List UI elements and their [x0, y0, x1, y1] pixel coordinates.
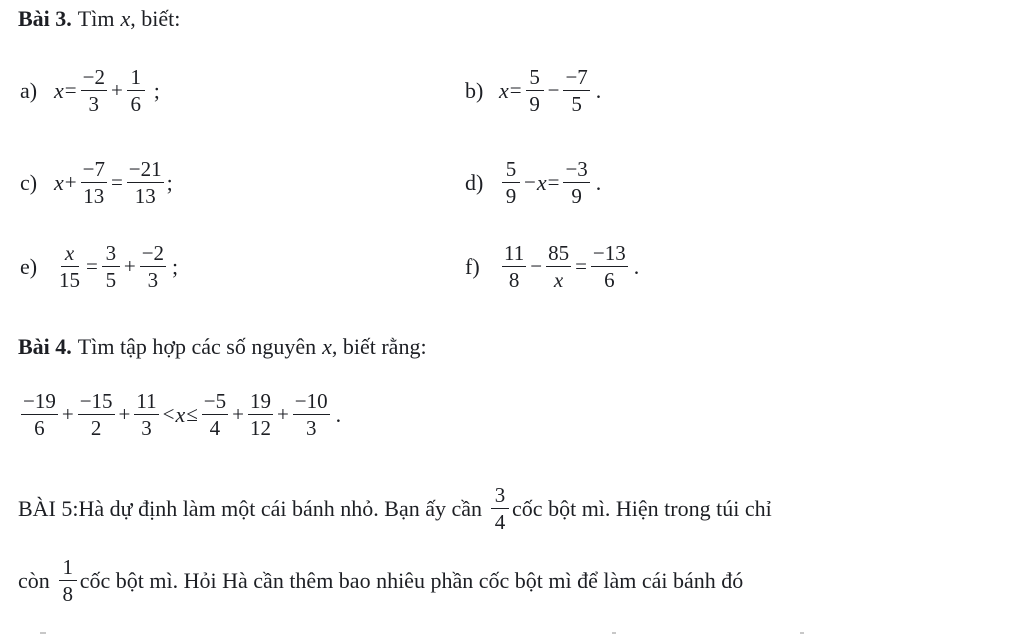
item-e-frac3: [140, 242, 166, 291]
item-c-x: x: [54, 169, 64, 195]
bai4-frac5: [248, 390, 273, 439]
bai5-frac2-num: 1: [59, 556, 77, 581]
item-b-frac1-den: 9: [529, 92, 540, 117]
bai3-title-text: Tìm: [77, 6, 115, 31]
item-f-frac1-den: 8: [508, 268, 520, 293]
bai4-title-text: Tìm tập hợp các số nguyên: [77, 334, 317, 359]
item-f-frac2-num: 85: [546, 242, 571, 267]
bai4-frac6-num: −10: [293, 390, 330, 415]
item-c-eq: =: [110, 170, 123, 195]
cutoff-mark: [612, 632, 616, 634]
item-b-minus: −: [547, 78, 560, 103]
bai4-plus4: +: [276, 402, 289, 427]
bai5-frac2: [59, 556, 77, 605]
bai4-frac4-den: 4: [209, 416, 221, 441]
item-d-x: x: [536, 169, 547, 195]
bai5-line2: [18, 556, 743, 605]
cutoff-mark: [800, 632, 804, 634]
item-d-eq: =: [547, 170, 560, 195]
item-f-frac2: [546, 242, 571, 291]
item-e-frac1-num: x: [61, 242, 79, 267]
item-f-frac3-num: −13: [591, 242, 628, 267]
item-e-frac2-den: 5: [105, 268, 117, 293]
bai3-title: [18, 6, 180, 32]
bai5-line1-end: cốc bột mì. Hiện trong túi chỉ: [512, 495, 772, 521]
item-a-eq: =: [64, 78, 77, 103]
item-f-minus: −: [530, 254, 543, 279]
item-f-eq: =: [575, 254, 587, 279]
bai3-item-e: [20, 242, 178, 291]
item-f-frac2-den: x: [553, 268, 564, 293]
item-a-frac1-den: 3: [88, 92, 100, 117]
bai5-frac2-den: 8: [62, 582, 74, 607]
bai5-frac1: [491, 484, 509, 533]
bai4-frac4-num: −5: [202, 390, 228, 415]
bai4-frac3: [134, 390, 158, 439]
bai4-x: x: [175, 401, 186, 427]
bai3-item-c: [20, 158, 173, 207]
item-f-label: f): [465, 253, 480, 279]
item-d-frac2-den: 9: [571, 184, 582, 209]
item-e-frac2: [102, 242, 120, 291]
bai4-frac2: [78, 390, 115, 439]
bai5-frac1-num: 3: [491, 484, 509, 509]
bai4-frac1-num: −19: [21, 390, 58, 415]
item-b-frac2: [563, 66, 589, 115]
item-e-frac3-den: 3: [147, 268, 159, 293]
item-b-label: b): [465, 77, 484, 103]
item-b-frac1-num: 5: [526, 66, 544, 91]
item-b-frac1: [526, 66, 544, 115]
item-e-label: e): [20, 253, 38, 279]
bai4-title-bold: Bài 4.: [18, 334, 72, 359]
item-b-frac2-num: −7: [563, 66, 589, 91]
bai3-item-d: [465, 158, 601, 207]
item-e-frac2-num: 3: [102, 242, 120, 267]
item-d-minus: −: [524, 170, 536, 195]
item-c-plus: +: [64, 170, 77, 195]
bai4-plus2: +: [118, 402, 131, 427]
bai4-frac4: [202, 390, 228, 439]
bai4-frac3-num: 11: [134, 390, 158, 415]
item-a-frac2-num: 1: [127, 66, 145, 91]
item-f-frac3-den: 6: [604, 268, 615, 293]
item-c-frac2-den: 13: [134, 184, 156, 209]
item-a-label: a): [20, 77, 38, 103]
item-a-plus: +: [110, 78, 123, 103]
bai4-frac6-den: 3: [305, 416, 317, 441]
item-f-frac1: [502, 242, 526, 291]
item-c-frac2-num: −21: [127, 158, 164, 183]
item-c-frac2: [127, 158, 164, 207]
bai3-item-f: [465, 242, 639, 291]
item-d-frac1-num: 5: [502, 158, 520, 183]
bai4-frac1-den: 6: [34, 416, 45, 441]
item-b-frac2-den: 5: [571, 92, 582, 117]
item-a-frac2: [127, 66, 145, 115]
item-c-end: ;: [166, 169, 173, 195]
item-e-end: ;: [172, 253, 179, 279]
bai5-line2-end: cốc bột mì. Hỏi Hà cần thêm bao nhiêu phần cốc bột mì để làm cái bánh đó: [79, 567, 744, 593]
item-f-frac3: [591, 242, 628, 291]
bai3-item-a: [20, 66, 160, 115]
item-a-end: ;: [153, 77, 160, 103]
bai4-end: .: [335, 401, 342, 427]
item-e-frac1-den: 15: [59, 268, 80, 293]
bai4-lt: <: [162, 402, 175, 427]
cutoff-mark: [40, 632, 46, 634]
bai5-line1-start: BÀI 5:Hà dự định làm một cái bánh nhỏ. Bạn ấy cần: [18, 495, 483, 521]
item-d-frac1-den: 9: [505, 184, 517, 209]
bai4-title-end: , biết rằng:: [331, 334, 427, 359]
bai4-expression: [18, 390, 341, 439]
bai4-frac5-num: 19: [248, 390, 273, 415]
item-d-label: d): [465, 169, 484, 195]
bai3-item-b: [465, 66, 601, 115]
item-a-x: x: [54, 77, 64, 103]
item-d-end: .: [595, 169, 602, 195]
item-c-label: c): [20, 169, 38, 195]
item-f-end: .: [633, 253, 640, 279]
item-a-frac1-num: −2: [81, 66, 107, 91]
bai5-line2-start: còn: [18, 567, 50, 593]
item-b-end: .: [595, 77, 602, 103]
bai4-plus1: +: [61, 402, 74, 427]
item-d-frac1: [502, 158, 520, 207]
bai4-frac3-den: 3: [141, 416, 152, 441]
bai4-frac2-num: −15: [78, 390, 115, 415]
bai4-le: ≤: [186, 402, 198, 427]
item-e-eq: =: [86, 254, 98, 279]
item-e-frac1: [57, 242, 82, 291]
bai5-line1: [18, 484, 772, 533]
bai3-title-end: , biết:: [130, 6, 181, 31]
bai3-title-bold: Bài 3.: [18, 6, 72, 31]
bai4-frac1: [21, 390, 58, 439]
item-a-frac2-den: 6: [130, 92, 142, 117]
bai4-title: [18, 334, 427, 360]
item-e-plus: +: [123, 254, 136, 279]
item-d-frac2: [563, 158, 589, 207]
bai4-frac5-den: 12: [249, 416, 271, 441]
bai4-title-var: x: [322, 334, 332, 359]
item-e-frac3-num: −2: [140, 242, 166, 267]
item-f-frac1-num: 11: [502, 242, 526, 267]
item-b-x: x: [499, 77, 509, 103]
bai4-frac6: [293, 390, 330, 439]
item-c-frac1-num: −7: [81, 158, 107, 183]
item-c-frac1: [81, 158, 107, 207]
bai5-frac1-den: 4: [494, 510, 506, 535]
item-c-frac1-den: 13: [83, 184, 105, 209]
bai4-plus3: +: [232, 402, 244, 427]
bai3-title-var: x: [120, 6, 131, 31]
bai4-frac2-den: 2: [90, 416, 102, 441]
item-a-frac1: [81, 66, 107, 115]
item-d-frac2-num: −3: [563, 158, 589, 183]
item-b-eq: =: [509, 78, 522, 103]
